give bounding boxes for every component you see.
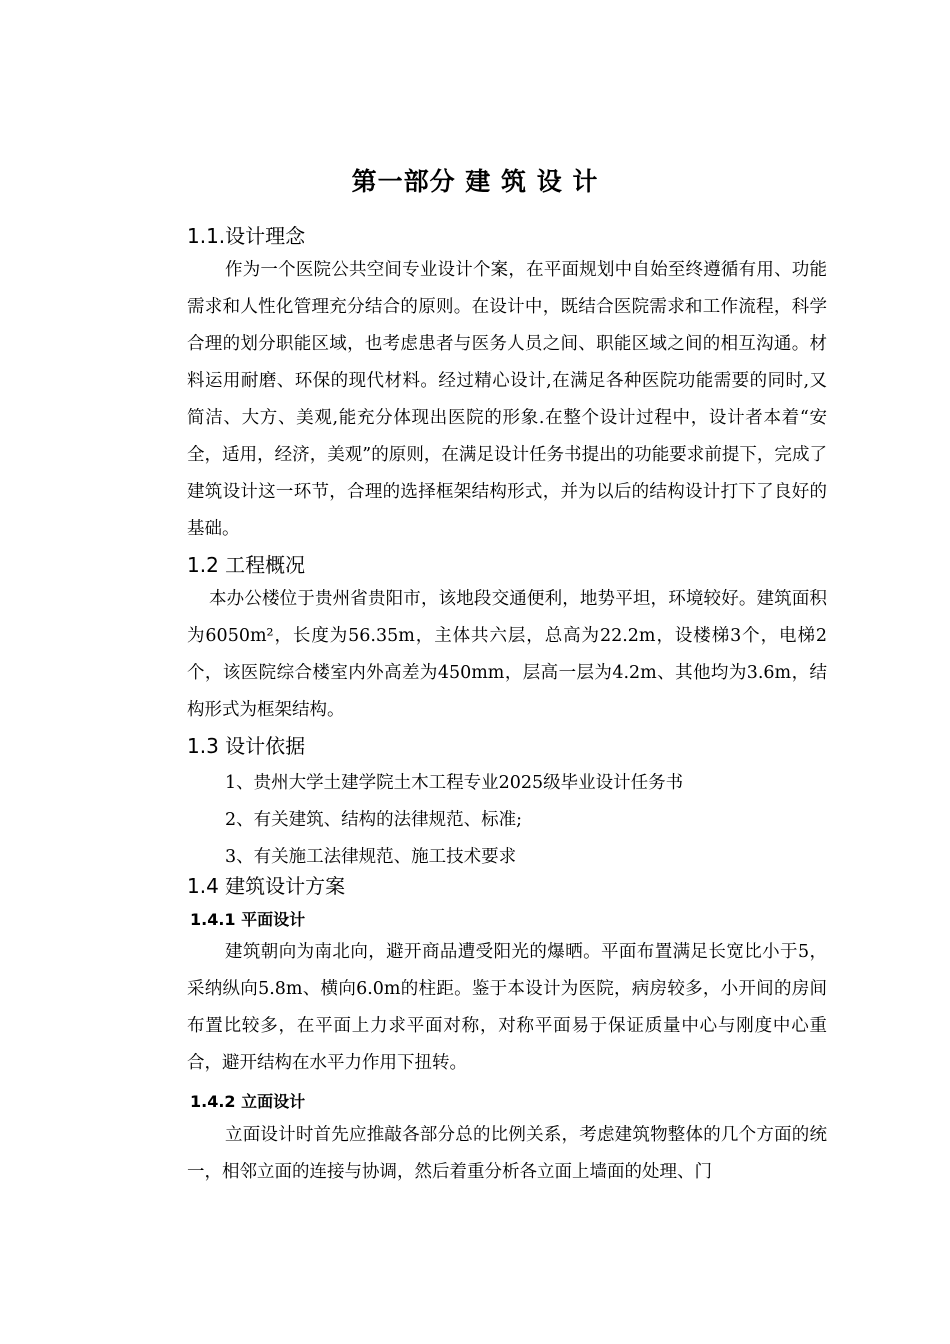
subsection-paragraph-1-4-1: 建筑朝向为南北向，避开商品遭受阳光的爆晒。平面布置满足长宽比小于5，采纳纵向5.8m、横向6.0m的柱距。鉴于本设计为医院，病房较多，小开间的房间布置比较多，在平面上力求平面对称，对称平面易于保证质量中心与刚度中心重合，避开结构在水平力作用下扭转。 bbox=[187, 942, 827, 1073]
section-paragraph-1-2: 本办公楼位于贵州省贵阳市，该地段交通便利，地势平坦，环境较好。建筑面积为6050m²，长度为56.35m，主体共六层，总高为22.2m，设楼梯3个，电梯2个，该医院综合楼室内外高差为450mm，层高一层为4.2m、其他均为3.6m，结构形式为框架结构。 bbox=[187, 589, 827, 720]
section-paragraph-1-1: 作为一个医院公共空间专业设计个案，在平面规划中自始至终遵循有用、功能需求和人性化管理充分结合的原则。在设计中，既结合医院需求和工作流程，科学合理的划分职能区域，也考虑患者与医务人员之间、职能区域之间的相互沟通。材料运用耐磨、环保的现代材料。经过精心设计,在满足各种医院功能需要的同时,又简洁、大方、美观,能充分体现出医院的形象.在整个设计过程中，设计者本着“安全，适用，经济，美观”的原则，在满足设计任务书提出的功能要求前提下，完成了建筑设计这一环节，合理的选择框架结构形式，并为以后的结构设计打下了良好的基础。 bbox=[187, 260, 827, 539]
section-heading-1-4: 1.4 建筑设计方案 bbox=[187, 874, 346, 898]
list-item: 1、贵州大学土建学院土木工程专业2025级毕业设计任务书 bbox=[225, 773, 684, 793]
section-heading-1-3: 1.3 设计依据 bbox=[187, 734, 306, 758]
subsection-heading-1-4-2: 1.4.2 立面设计 bbox=[190, 1092, 306, 1111]
page-title: 第一部分 建 筑 设 计 bbox=[351, 167, 599, 196]
section-heading-1-2: 1.2 工程概况 bbox=[187, 553, 306, 577]
list-item: 3、有关施工法律规范、施工技术要求 bbox=[225, 847, 517, 867]
list-item: 2、有关建筑、结构的法律规范、标准; bbox=[225, 810, 523, 830]
subsection-paragraph-1-4-2: 立面设计时首先应推敲各部分总的比例关系，考虑建筑物整体的几个方面的统一，相邻立面的连接与协调，然后着重分析各立面上墙面的处理、门 bbox=[187, 1125, 827, 1182]
subsection-heading-1-4-1: 1.4.1 平面设计 bbox=[190, 910, 306, 929]
section-heading-1-1: 1.1.设计理念 bbox=[187, 224, 306, 248]
